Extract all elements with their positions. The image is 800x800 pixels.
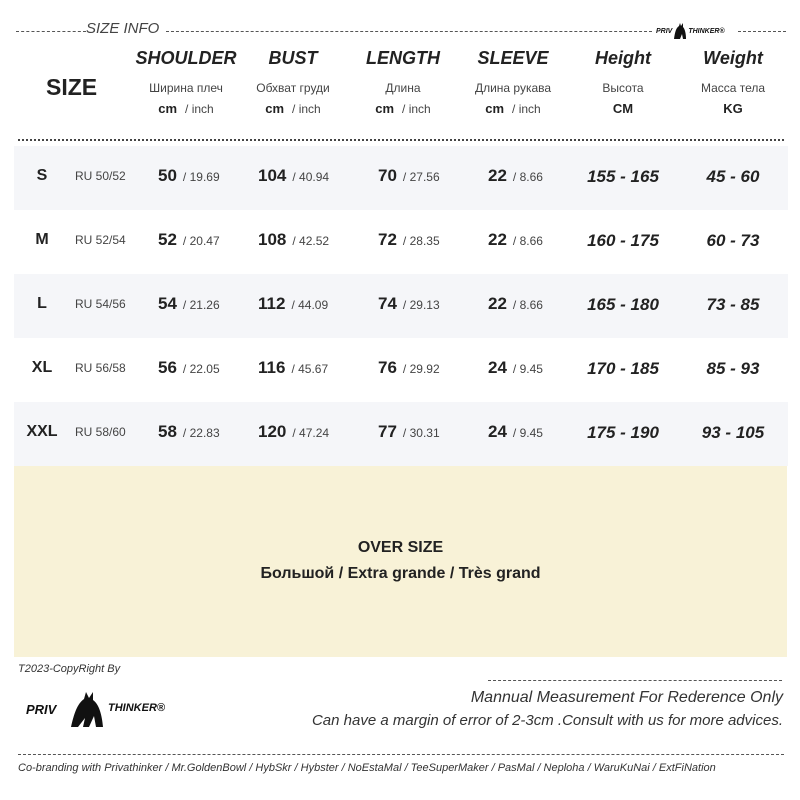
- inch-value: / 44.09: [291, 298, 329, 312]
- bust-cell: [258, 422, 329, 442]
- cm-value: 54: [158, 294, 177, 313]
- sleeve-cell: [488, 166, 543, 186]
- unit-cm: cm: [158, 101, 178, 116]
- cm-value: 116: [258, 358, 286, 377]
- cm-value: 50: [158, 166, 177, 185]
- cm-value: 104: [258, 166, 287, 185]
- inch-value: / 19.69: [182, 170, 220, 184]
- cat-logo-icon: [68, 690, 108, 728]
- cm-value: 56: [158, 358, 177, 377]
- size-value: XL: [31, 359, 53, 376]
- cm-value: 120: [258, 422, 287, 441]
- weight-range: 60 - 73: [706, 231, 760, 250]
- bust-header: [246, 48, 340, 116]
- size-value: XXL: [26, 423, 58, 440]
- weight-range: 73 - 85: [706, 295, 760, 314]
- size-table-body: [14, 146, 788, 466]
- oversize-title: OVER SIZE: [357, 539, 444, 556]
- brand-left-text: PRIV: [656, 27, 673, 35]
- height-range: 155 - 165: [587, 167, 659, 186]
- ru-size: RU 50/52: [75, 169, 126, 183]
- size-value: L: [37, 295, 47, 312]
- cm-value: 52: [158, 230, 177, 249]
- shoulder-cell: [158, 230, 220, 250]
- bust-ru: Обхват груди: [256, 81, 330, 95]
- measurement-note: Mannual Measurement For Rederence Only: [470, 689, 783, 706]
- size-column-header: SIZE: [46, 74, 98, 100]
- height-range: 165 - 180: [587, 295, 659, 314]
- table-row: [14, 210, 788, 274]
- cm-value: 70: [378, 166, 397, 185]
- length-cell: [378, 166, 440, 186]
- cat-logo-icon: [672, 22, 688, 40]
- size-value: M: [35, 231, 49, 248]
- brand-right-text: THINKER®: [688, 27, 725, 35]
- sleeve-header: [468, 48, 558, 116]
- length-title: LENGTH: [366, 48, 440, 68]
- inch-value: / 8.66: [512, 298, 543, 312]
- length-cell: [378, 294, 440, 314]
- brand-logo-small: [656, 21, 740, 41]
- unit-cm: CM: [612, 101, 634, 116]
- bust-units: [246, 101, 340, 116]
- height-ru: Высота: [602, 81, 644, 95]
- shoulder-units: [132, 101, 240, 116]
- height-title: Height: [595, 48, 651, 68]
- table-row: [14, 402, 788, 466]
- inch-value: / 22.83: [182, 426, 220, 440]
- unit-cm: cm: [265, 101, 285, 116]
- table-header: [14, 48, 790, 138]
- ru-size: RU 56/58: [75, 361, 126, 375]
- height-header: [578, 48, 668, 116]
- dash-divider: [738, 31, 786, 32]
- margin-note: Can have a margin of error of 2-3cm .Consult with us for more advices.: [311, 712, 783, 729]
- unit-inch: / inch: [185, 102, 214, 116]
- weight-range: 93 - 105: [701, 423, 765, 442]
- oversize-translations: Большой / Extra grande / Très grand: [260, 565, 541, 582]
- inch-value: / 8.66: [512, 234, 543, 248]
- dash-divider: [488, 680, 782, 681]
- cm-value: 72: [378, 230, 397, 249]
- height-range: 175 - 190: [587, 423, 659, 442]
- cm-value: 24: [488, 422, 507, 441]
- header-divider: [18, 139, 784, 141]
- cm-value: 24: [488, 358, 507, 377]
- inch-value: / 20.47: [182, 234, 220, 248]
- bust-cell: [258, 358, 328, 378]
- inch-value: / 29.92: [402, 362, 440, 376]
- table-row: [14, 274, 788, 338]
- length-header: [358, 48, 448, 116]
- ru-size: RU 54/56: [75, 297, 126, 311]
- inch-value: / 45.67: [291, 362, 329, 376]
- shoulder-cell: [158, 294, 220, 314]
- inch-value: / 29.13: [402, 298, 440, 312]
- cm-value: 76: [378, 358, 397, 377]
- copyright-text: T2023-CopyRight By: [18, 663, 121, 675]
- table-row: [14, 338, 788, 402]
- length-ru: Длина: [385, 81, 421, 95]
- weight-range: 85 - 93: [706, 359, 760, 378]
- length-cell: [378, 230, 440, 250]
- cm-value: 58: [158, 422, 177, 441]
- weight-header: [688, 48, 778, 116]
- ru-size: RU 52/54: [75, 233, 126, 247]
- unit-cm: cm: [485, 101, 505, 116]
- inch-value: / 40.94: [292, 170, 330, 184]
- inch-value: / 21.26: [182, 298, 220, 312]
- inch-value: / 28.35: [402, 234, 440, 248]
- shoulder-ru: Ширина плеч: [149, 81, 223, 95]
- shoulder-header: [132, 48, 240, 116]
- unit-cm: cm: [375, 101, 395, 116]
- bust-cell: [258, 294, 328, 314]
- height-unit: [578, 101, 668, 116]
- brand-logo: [24, 688, 184, 728]
- table-row: [14, 146, 788, 210]
- top-title-line: [16, 20, 786, 40]
- cm-value: 112: [258, 294, 286, 313]
- sleeve-ru: Длина рукава: [474, 81, 552, 95]
- inch-value: / 9.45: [512, 362, 543, 376]
- weight-ru: Масса тела: [700, 81, 766, 95]
- weight-range: 45 - 60: [706, 167, 760, 186]
- inch-value: / 30.31: [402, 426, 440, 440]
- length-cell: [378, 422, 440, 442]
- inch-value: / 8.66: [512, 170, 543, 184]
- height-range: 160 - 175: [587, 231, 659, 250]
- inch-value: / 9.45: [512, 426, 543, 440]
- bust-title: BUST: [268, 48, 318, 68]
- unit-inch: / inch: [512, 102, 541, 116]
- shoulder-cell: [158, 166, 220, 186]
- shoulder-title: SHOULDER: [135, 48, 237, 68]
- page-title: SIZE INFO: [86, 20, 160, 37]
- cm-value: 108: [258, 230, 287, 249]
- length-units: [358, 101, 448, 116]
- inch-value: / 27.56: [402, 170, 440, 184]
- cm-value: 77: [378, 422, 397, 441]
- sleeve-cell: [488, 294, 543, 314]
- weight-unit: [688, 101, 778, 116]
- dash-divider: [166, 31, 652, 32]
- length-cell: [378, 358, 440, 378]
- dash-divider: [18, 754, 784, 755]
- height-range: 170 - 185: [587, 359, 659, 378]
- sleeve-title: SLEEVE: [477, 48, 549, 68]
- unit-kg: KG: [723, 101, 743, 116]
- brand-left-text: PRIV: [26, 702, 57, 717]
- weight-title: Weight: [703, 48, 763, 68]
- sleeve-cell: [488, 358, 543, 378]
- bust-cell: [258, 166, 329, 186]
- cm-value: 22: [488, 230, 507, 249]
- cobranding-text: Co-branding with Privathinker / Mr.GoldenBowl / HybSkr / Hybster / NoEstaMal / TeeSuperMaker / PasMal / Neploha / WaruKuNai / ExtFiNation: [18, 762, 716, 774]
- dash-divider: [16, 31, 86, 32]
- shoulder-cell: [158, 358, 220, 378]
- bust-cell: [258, 230, 329, 250]
- size-value: S: [36, 167, 48, 184]
- oversize-panel: [14, 466, 787, 657]
- sleeve-cell: [488, 230, 543, 250]
- cm-value: 22: [488, 294, 507, 313]
- inch-value: / 47.24: [292, 426, 330, 440]
- ru-size: RU 58/60: [75, 425, 126, 439]
- sleeve-units: [468, 101, 558, 116]
- sleeve-cell: [488, 422, 543, 442]
- cm-value: 22: [488, 166, 507, 185]
- brand-right-text: THINKER®: [108, 702, 165, 714]
- unit-inch: / inch: [292, 102, 321, 116]
- inch-value: / 22.05: [182, 362, 220, 376]
- unit-inch: / inch: [402, 102, 431, 116]
- cm-value: 74: [378, 294, 397, 313]
- shoulder-cell: [158, 422, 220, 442]
- inch-value: / 42.52: [292, 234, 330, 248]
